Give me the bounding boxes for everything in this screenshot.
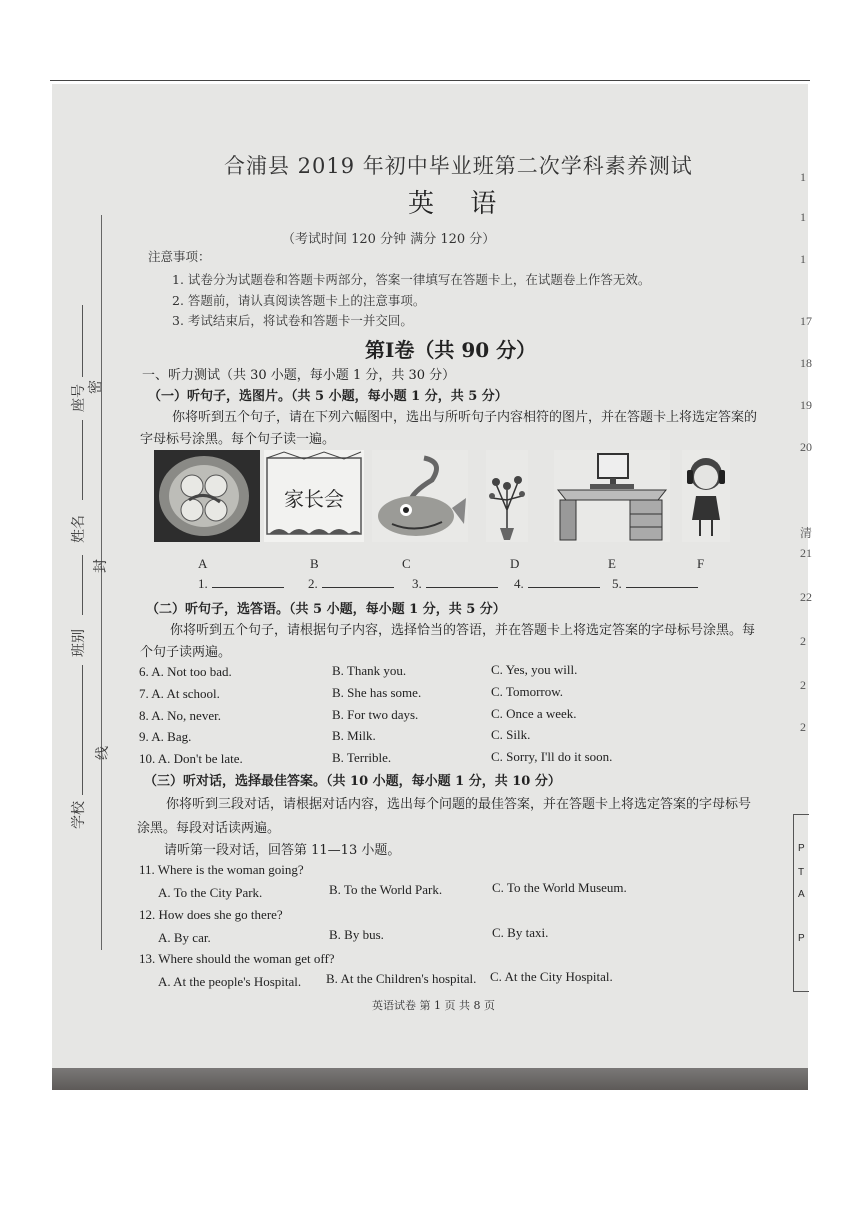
q11-option-a: A. To the City Park. [158,885,263,900]
q8-option-a: 8. A. No, never. [139,708,221,723]
picture-b-parents-meeting [264,450,364,542]
picture-label-b: B [310,556,319,571]
page-footer: 英语试卷 第 1 页 共 8 页 [372,999,495,1012]
q7-option-b: B. She has some. [332,685,422,700]
answer-blank-4-label: 4. [514,576,524,591]
q13-option-a: A. At the people's Hospital. [158,974,302,989]
right-edge-box-3: A [798,889,805,900]
note-item-2: 2. 答题前，请认真阅读答题卡上的注意事项。 [172,293,426,308]
name-label: 姓名 [71,515,87,543]
q6-option-a: 6. A. Not too bad. [139,664,232,679]
right-edge-box-4: P [798,933,805,944]
q7-option-a: 7. A. At school. [139,686,220,701]
q9-option-a: 9. A. Bag. [139,729,192,744]
sub1-instruction-2: 字母标号涂黑。每个句子读一遍。 [140,432,336,447]
q6-option-c: C. Yes, you will. [491,662,578,677]
q12-option-a: A. By car. [158,930,211,945]
binding-line [101,215,102,950]
sub3-instruction-2: 涂黑。每段对话读两遍。 [137,821,281,836]
picture-label-a: A [198,556,208,571]
q8-option-c: C. Once a week. [491,706,577,721]
sub1-instruction-1: 你将听到五个句子，请在下列六幅图中，选出与所听句子内容相符的图片，并在答题卡上将选定答案的 [172,410,758,425]
subject-title: 英 语 [408,189,511,219]
seat-label: 座号 [71,384,87,412]
q13-option-b: B. At the Children's hospital. [326,971,477,986]
right-edge-number-5: 18 [800,356,812,370]
answer-blank-4 [514,576,600,592]
part1-title: 第Ⅰ卷（共 90 分） [365,338,537,362]
right-edge-number-6: 19 [800,398,812,412]
exam-title: 合浦县 2019 年初中毕业班第二次学科素养测试 [224,154,693,178]
right-edge-number-1: 1 [800,170,806,184]
q9-option-b: B. Milk. [332,728,376,743]
right-edge-table [793,814,809,992]
q13-question: 13. Where should the woman get off? [139,951,335,966]
sub3-heading: （三）听对话，选择最佳答案。（共 10 小题，每小题 1 分，共 10 分） [144,774,561,789]
picture-label-d: D [510,556,520,571]
right-edge-number-2: 1 [800,210,806,224]
right-edge-number-9: 21 [800,546,812,560]
picture-e-desk-computer [554,450,670,542]
answer-blank-1-label: 1. [198,576,208,591]
right-edge-number-11: 2 [800,634,806,648]
q12-option-b: B. By bus. [329,927,384,942]
right-edge-number-4: 17 [800,314,812,328]
q9-option-c: C. Silk. [491,727,531,742]
picture-label-e: E [608,556,616,571]
sub2-instruction-1: 你将听到五个句子，请根据句子内容，选择恰当的答语，并在答题卡上将选定答案的字母标号涂黑。每 [170,623,756,638]
answer-blank-3 [412,576,498,592]
q7-option-c: C. Tomorrow. [491,684,564,699]
seat-underline [82,305,83,377]
sub2-heading: （二）听句子，选答语。（共 5 小题，每小题 1 分，共 5 分） [146,602,506,617]
q13-option-c: C. At the City Hospital. [490,969,613,984]
dialog-intro: 请听第一段对话，回答第 11—13 小题。 [164,843,401,858]
picture-label-c: C [402,556,411,571]
school-underline [82,665,83,795]
name-underline [82,420,83,500]
right-edge-number-13: 2 [800,720,806,734]
exam-info: （考试时间 120 分钟 满分 120 分） [282,232,496,247]
q10-option-b: B. Terrible. [332,750,392,765]
binding-feng-char: 封 [93,559,109,573]
class-label: 班别 [71,629,87,657]
binding-xian-char: 线 [95,746,111,760]
paper-shadow [52,1068,808,1090]
top-border-line [50,80,810,81]
school-label: 学校 [71,801,87,829]
q11-option-b: B. To the World Park. [329,882,443,897]
right-edge-box-1: P [798,843,805,854]
sub1-heading: （一）听句子，选图片。（共 5 小题，每小题 1 分，共 5 分） [148,389,508,404]
answer-blank-5-label: 5. [612,576,622,591]
right-edge-number-3: 1 [800,252,806,266]
picture-label-f: F [697,556,705,571]
binding-mi-char: 密 [88,380,104,394]
picture-d-flowers [486,450,528,542]
picture-c-cartoon-fish [372,450,468,542]
picture-b-text: 家长会 [284,487,344,511]
class-underline [82,555,83,615]
q10-option-c: C. Sorry, I'll do it soon. [491,749,613,764]
answer-blank-1 [198,576,284,592]
notes-heading: 注意事项： [148,249,211,264]
q11-option-c: C. To the World Museum. [492,880,627,895]
right-edge-box-2: T [798,867,805,878]
right-edge-number-8: 清 [800,526,813,540]
q12-question: 12. How does she go there? [139,907,283,922]
sub3-instruction-1: 你将听到三段对话，请根据对话内容，选出每个问题的最佳答案，并在答题卡上将选定答案的字母标号 [166,797,752,812]
q8-option-b: B. For two days. [332,707,419,722]
note-item-3: 3. 考试结束后，将试卷和答题卡一并交回。 [172,313,413,328]
answer-blank-5 [612,576,698,592]
picture-a-food-bowl [154,450,260,542]
q12-option-c: C. By taxi. [492,925,549,940]
right-edge-number-10: 22 [800,590,812,604]
q6-option-b: B. Thank you. [332,663,407,678]
note-item-1: 1. 试卷分为试题卷和答题卡两部分，答案一律填写在答题卡上，在试题卷上作答无效。 [172,272,651,287]
right-edge-number-7: 20 [800,440,812,454]
section1-heading: 一、听力测试（共 30 小题，每小题 1 分，共 30 分） [142,368,456,383]
q11-question: 11. Where is the woman going? [139,862,304,877]
answer-blank-2 [308,576,394,592]
sub2-instruction-2: 个句子读两遍。 [140,645,232,660]
answer-blank-3-label: 3. [412,576,422,591]
right-edge-number-12: 2 [800,678,806,692]
answer-blank-2-label: 2. [308,576,318,591]
q10-option-a: 10. A. Don't be late. [139,751,243,766]
picture-f-girl-headphones [682,450,730,542]
